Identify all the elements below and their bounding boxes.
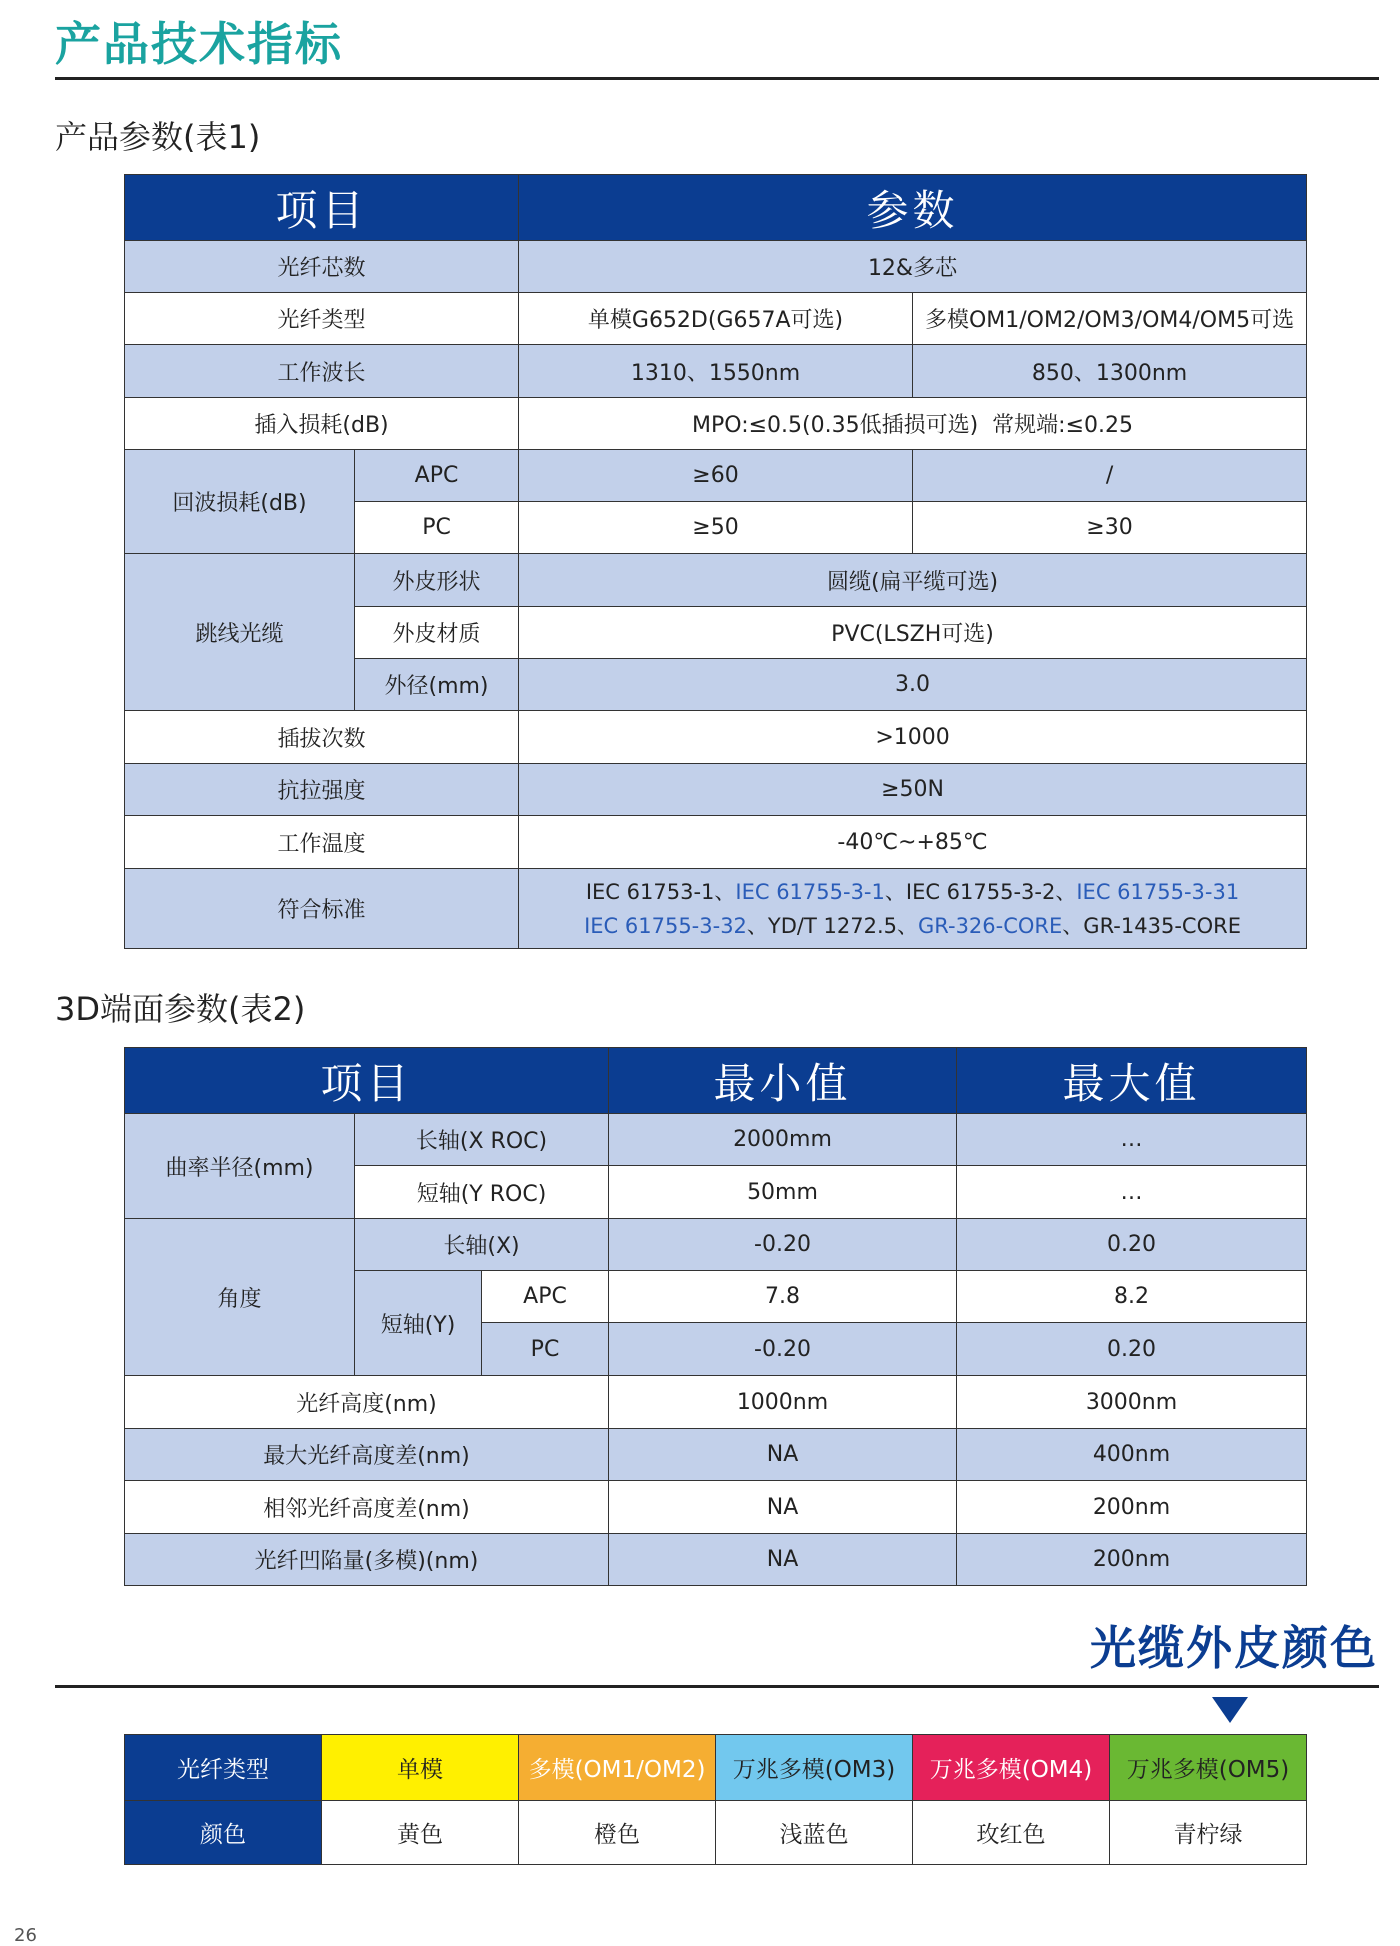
color-name-orange: 橙色 <box>519 1801 716 1865</box>
table-row <box>125 1534 1307 1586</box>
table-row <box>125 764 1307 816</box>
standard-iec-61755-3-1: IEC 61755-3-1 <box>735 879 885 904</box>
tensile-strength-label: 抗拉强度 <box>125 764 519 816</box>
table2-caption: 3D端面参数(表2) <box>55 990 306 1028</box>
radius-y-min: 50mm <box>609 1166 957 1219</box>
standard-gr-1435-core: GR-1435-CORE <box>1083 913 1241 938</box>
table-row <box>125 241 1307 293</box>
angle-pc-min: -0.20 <box>609 1323 957 1376</box>
standard-ydt-1272-5: YD/T 1272.5 <box>767 913 897 938</box>
fiber-height-min: 1000nm <box>609 1376 957 1429</box>
color-section-divider <box>55 1685 1379 1688</box>
return-loss-pc-single: ≥50 <box>519 502 913 554</box>
fiber-type-multi-mode: 多模OM1/OM2/OM3/OM4/OM5可选 <box>913 293 1307 345</box>
color-swatch-om4: 万兆多模(OM4) <box>913 1735 1110 1801</box>
jacket-material-value: PVC(LSZH可选) <box>519 607 1307 659</box>
table-row <box>125 398 1307 450</box>
fiber-type-single-mode: 单模G652D(G657A可选) <box>519 293 913 345</box>
outer-diameter-value: 3.0 <box>519 659 1307 711</box>
wavelength-multi-mode: 850、1300nm <box>913 345 1307 398</box>
radius-y-label: 短轴(Y ROC) <box>355 1166 609 1219</box>
color-type-row <box>125 1735 1307 1801</box>
table2-header-max: 最大值 <box>957 1048 1307 1114</box>
angle-pc-label: PC <box>482 1323 609 1376</box>
return-loss-pc-label: PC <box>355 502 519 554</box>
outer-diameter-label: 外径(mm) <box>355 659 519 711</box>
max-height-diff-min: NA <box>609 1429 957 1481</box>
table-row <box>125 1429 1307 1481</box>
dip-max: 200nm <box>957 1534 1307 1586</box>
radius-label: 曲率半径(mm) <box>125 1114 355 1219</box>
tensile-strength-value: ≥50N <box>519 764 1307 816</box>
return-loss-pc-multi: ≥30 <box>913 502 1307 554</box>
page-title: 产品技术指标 <box>55 17 343 71</box>
table-row <box>125 345 1307 398</box>
adjacent-height-diff-min: NA <box>609 1481 957 1534</box>
angle-y-label: 短轴(Y) <box>355 1271 482 1376</box>
end-face-parameters-table <box>124 1047 1307 1586</box>
color-swatch-om5: 万兆多模(OM5) <box>1110 1735 1307 1801</box>
table-row <box>125 1219 1307 1271</box>
return-loss-apc-label: APC <box>355 450 519 502</box>
color-name-yellow: 黄色 <box>322 1801 519 1865</box>
fiber-count-value: 12&多芯 <box>519 241 1307 293</box>
table-row <box>125 554 1307 607</box>
table-row <box>125 1481 1307 1534</box>
wavelength-label: 工作波长 <box>125 345 519 398</box>
title-divider <box>55 77 1379 80</box>
color-swatch-om3: 万兆多模(OM3) <box>716 1735 913 1801</box>
color-name-row <box>125 1801 1307 1865</box>
angle-apc-label: APC <box>482 1271 609 1323</box>
product-parameters-table <box>124 174 1307 949</box>
jacket-material-label: 外皮材质 <box>355 607 519 659</box>
standards-value: IEC 61753-1、IEC 61755-3-1、IEC 61755-3-2、IEC 61755-3-31 IEC 61755-3-32、YD/T 1272.5、GR-326-CORE、GR-1435-CORE <box>519 869 1307 949</box>
jacket-shape-label: 外皮形状 <box>355 554 519 607</box>
operating-temp-value: -40℃~+85℃ <box>519 816 1307 869</box>
angle-apc-max: 8.2 <box>957 1271 1307 1323</box>
table-row <box>125 869 1307 949</box>
cable-color-table <box>124 1734 1307 1865</box>
standard-iec-61755-3-31: IEC 61755-3-31 <box>1076 879 1240 904</box>
angle-x-max: 0.20 <box>957 1219 1307 1271</box>
table-row <box>125 1114 1307 1166</box>
color-swatch-om1-om2: 多模(OM1/OM2) <box>519 1735 716 1801</box>
fiber-type-row-label: 光纤类型 <box>125 1735 322 1801</box>
cable-label: 跳线光缆 <box>125 554 355 711</box>
wavelength-single-mode: 1310、1550nm <box>519 345 913 398</box>
page-number: 26 <box>14 1925 37 1946</box>
jacket-shape-value: 圆缆(扁平缆可选) <box>519 554 1307 607</box>
table-row <box>125 711 1307 764</box>
dip-min: NA <box>609 1534 957 1586</box>
angle-apc-min: 7.8 <box>609 1271 957 1323</box>
standard-iec-61753-1: IEC 61753-1 <box>585 879 715 904</box>
angle-x-label: 长轴(X) <box>355 1219 609 1271</box>
standards-label: 符合标准 <box>125 869 519 949</box>
standard-iec-61755-3-2: IEC 61755-3-2 <box>905 879 1056 904</box>
standard-iec-61755-3-32: IEC 61755-3-32 <box>584 913 747 938</box>
fiber-type-label: 光纤类型 <box>125 293 519 345</box>
radius-x-min: 2000mm <box>609 1114 957 1166</box>
down-arrow-icon <box>1212 1697 1248 1723</box>
color-name-rose-red: 玫红色 <box>913 1801 1110 1865</box>
fiber-height-max: 3000nm <box>957 1376 1307 1429</box>
table-row <box>125 293 1307 345</box>
adjacent-height-diff-label: 相邻光纤高度差(nm) <box>125 1481 609 1534</box>
angle-pc-max: 0.20 <box>957 1323 1307 1376</box>
fiber-height-label: 光纤高度(nm) <box>125 1376 609 1429</box>
insertion-loss-label: 插入损耗(dB) <box>125 398 519 450</box>
table1-caption: 产品参数(表1) <box>55 118 261 156</box>
table-row <box>125 450 1307 502</box>
table1-header-param: 参数 <box>519 175 1307 241</box>
return-loss-apc-single: ≥60 <box>519 450 913 502</box>
color-name-lime-green: 青柠绿 <box>1110 1801 1307 1865</box>
return-loss-label: 回波损耗(dB) <box>125 450 355 554</box>
insertion-loss-value: MPO:≤0.5(0.35低插损可选) 常规端:≤0.25 <box>519 398 1307 450</box>
adjacent-height-diff-max: 200nm <box>957 1481 1307 1534</box>
operating-temp-label: 工作温度 <box>125 816 519 869</box>
radius-y-max: … <box>957 1166 1307 1219</box>
color-swatch-single-mode: 单模 <box>322 1735 519 1801</box>
angle-label: 角度 <box>125 1219 355 1376</box>
radius-x-label: 长轴(X ROC) <box>355 1114 609 1166</box>
radius-x-max: … <box>957 1114 1307 1166</box>
fiber-count-label: 光纤芯数 <box>125 241 519 293</box>
cable-color-title: 光缆外皮颜色 <box>1090 1621 1378 1675</box>
max-height-diff-label: 最大光纤高度差(nm) <box>125 1429 609 1481</box>
mating-cycles-value: >1000 <box>519 711 1307 764</box>
table-row <box>125 1376 1307 1429</box>
table-row <box>125 816 1307 869</box>
angle-x-min: -0.20 <box>609 1219 957 1271</box>
return-loss-apc-multi: / <box>913 450 1307 502</box>
color-name-light-blue: 浅蓝色 <box>716 1801 913 1865</box>
color-row-label: 颜色 <box>125 1801 322 1865</box>
table2-header-item: 项目 <box>125 1048 609 1114</box>
dip-label: 光纤凹陷量(多模)(nm) <box>125 1534 609 1586</box>
max-height-diff-max: 400nm <box>957 1429 1307 1481</box>
mating-cycles-label: 插拔次数 <box>125 711 519 764</box>
table2-header-min: 最小值 <box>609 1048 957 1114</box>
standard-gr-326-core: GR-326-CORE <box>917 913 1063 938</box>
table1-header-item: 项目 <box>125 175 519 241</box>
